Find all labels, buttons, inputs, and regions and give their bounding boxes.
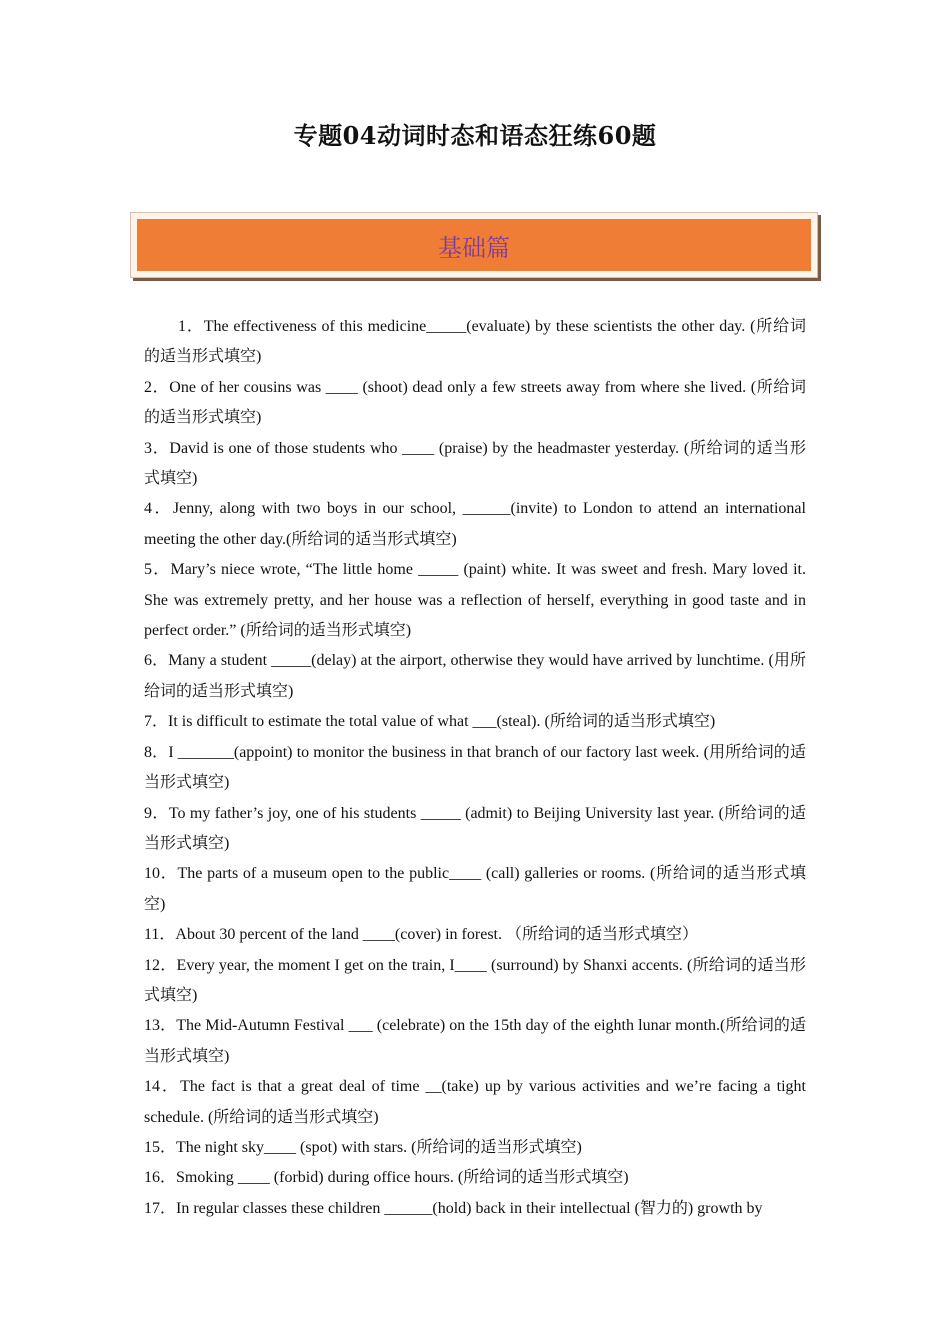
question-item [144,799,806,860]
question-number: 16． [144,1169,177,1187]
question-item [144,738,806,799]
question-number: 2． [144,378,170,396]
question-number: 4． [144,500,173,518]
question-text: David is one of those students who ____ (praise) by the headmaster yesterday. (所给词的适当形式填空) [144,439,806,488]
question-item [144,312,806,373]
question-text: One of her cousins was ____ (shoot) dead only a few streets away from where she lived. (所给词的适当形式填空) [144,378,806,427]
question-number: 5． [144,561,171,579]
question-number: 9． [144,804,169,822]
question-text: Smoking ____ (forbid) during office hours. (所给词的适当形式填空) [176,1169,629,1187]
section-banner-label: 基础篇 [438,233,510,262]
question-number: 17． [144,1199,177,1217]
question-text: It is difficult to estimate the total value of what ___(steal). (所给词的适当形式填空) [168,713,716,731]
question-item [144,494,806,555]
question-number: 12． [144,956,177,974]
question-number: 1． [178,318,204,335]
question-item [144,707,806,737]
question-text: Mary’s niece wrote, “The little home _____ (paint) white. It was sweet and fresh. Mary loved it. She was extremely pretty, and her house was a reflection of herself, everything in good taste and in perfect order.” (所给词的适当形式填空) [144,561,806,640]
question-text: Jenny, along with two boys in our school, ______(invite) to London to attend an international meeting the other day.(所给词的适当形式填空) [144,500,806,548]
question-item [144,1011,806,1072]
question-text: The fact is that a great deal of time __(take) up by various activities and we’re facing a tight schedule. (所给词的适当形式填空) [144,1078,806,1126]
question-number: 15． [144,1138,177,1156]
question-text: The parts of a museum open to the public____ (call) galleries or rooms. (所给词的适当形式填空) [144,865,806,913]
section-banner [130,212,818,278]
question-text: The Mid-Autumn Festival ___ (celebrate) on the 15th day of the eighth lunar month.(所给词的适当形式填空) [144,1017,806,1065]
question-number: 11． [144,926,176,944]
question-number: 10． [144,865,178,883]
question-item [144,1072,806,1133]
question-number: 14． [144,1078,181,1096]
question-text: Many a student _____(delay) at the airport, otherwise they would have arrived by lunchtime. (用所给词的适当形式填空) [144,652,806,700]
question-item [144,1194,806,1224]
question-item [144,859,806,920]
question-text: Every year, the moment I get on the train, I____ (surround) by Shanxi accents. (所给词的适当形式填空) [144,956,806,1004]
question-text: The night sky____ (spot) with stars. (所给词的适当形式填空) [176,1138,582,1156]
question-number: 7． [144,713,169,731]
section-banner-fill [137,219,811,271]
page-title: 专题04动词时态和语态狂练60题 [293,121,657,150]
question-text: I _______(appoint) to monitor the business in that branch of our factory last week. (用所给词的适当形式填空) [144,743,806,792]
question-item [144,646,806,707]
question-item [144,373,806,434]
question-text: To my father’s joy, one of his students _____ (admit) to Beijing University last year. (所给词的适当形式填空) [144,804,806,852]
question-text: In regular classes these children ______(hold) back in their intellectual (智力的) growth by [176,1199,763,1217]
question-item [144,1133,806,1163]
question-number: 8． [144,743,169,761]
question-text: About 30 percent of the land ____(cover) in forest. （所给词的适当形式填空） [175,926,698,944]
question-item [144,920,806,950]
question-number: 6． [144,652,169,670]
question-item [144,1163,806,1193]
question-item [144,951,806,1012]
question-list [144,312,806,1224]
question-item [144,434,806,495]
question-text: The effectiveness of this medicine_____(evaluate) by these scientists the other day. (所给词的适当形式填空) [144,318,806,366]
question-number: 3． [144,439,170,457]
question-number: 13． [144,1017,177,1035]
question-item [144,555,806,646]
